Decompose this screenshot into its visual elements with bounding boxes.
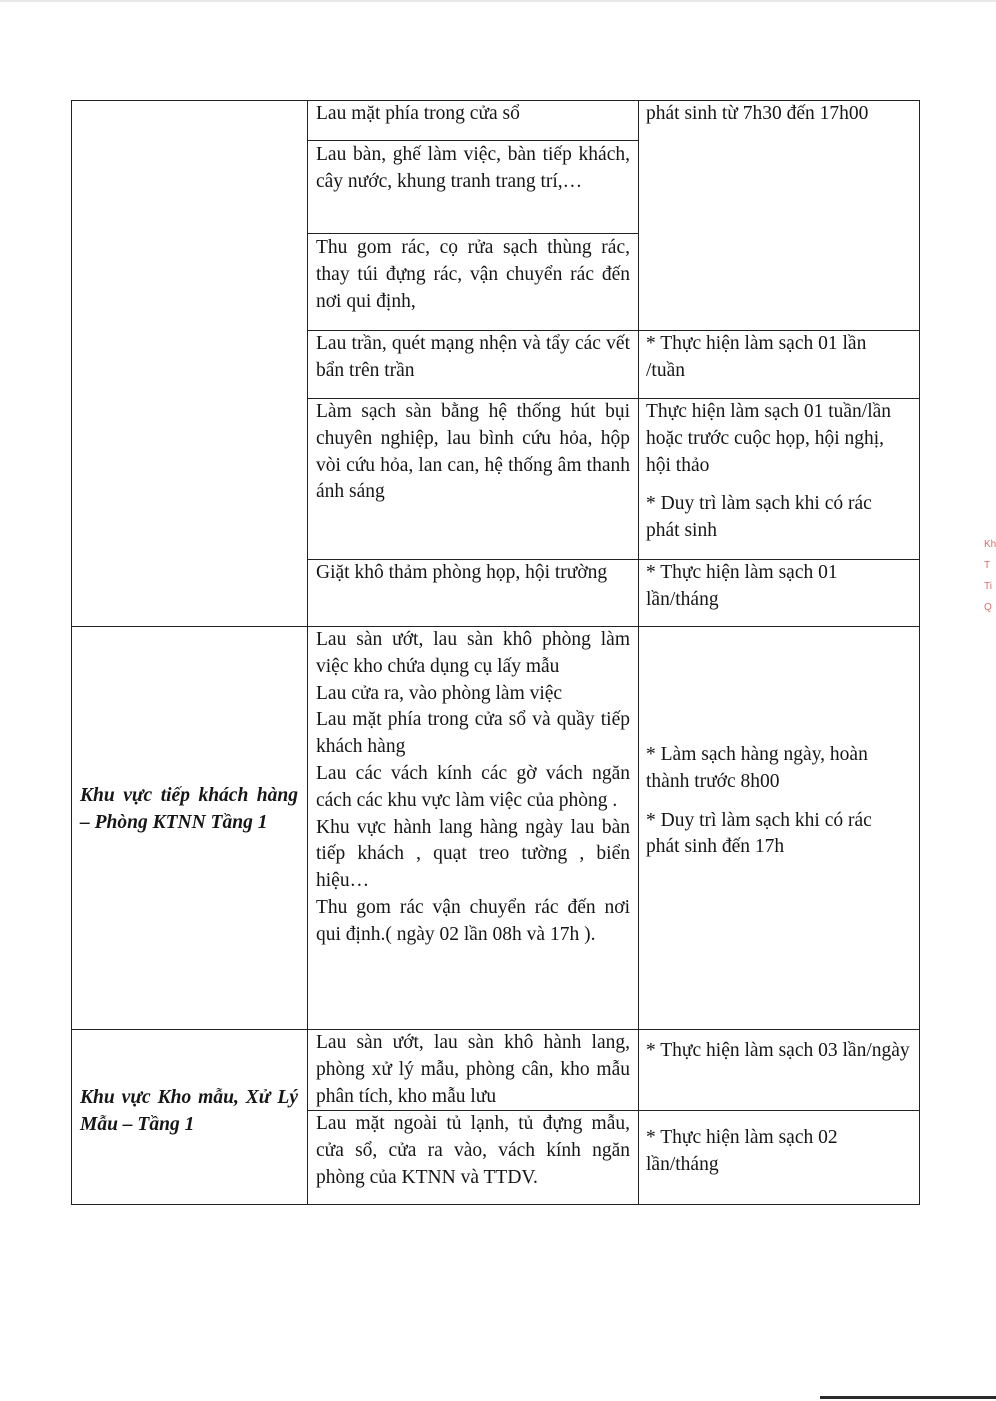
task-text: Thu gom rác vận chuyển rác đến nơi qui định.( ngày 02 lần 08h và 17h ). — [316, 896, 630, 945]
task-cell — [316, 560, 630, 587]
task-cell — [316, 142, 630, 196]
frequency-cell — [646, 560, 910, 614]
row-divider — [308, 233, 638, 234]
frequency-text: * Làm sạch hàng ngày, hoàn thành trước 8h00 — [646, 744, 868, 792]
stamp-text: Kh — [984, 539, 996, 550]
task-text: Thu gom rác, cọ rửa sạch thùng rác, thay túi đựng rác, vận chuyển rác đến nơi qui định, — [316, 237, 630, 312]
scan-edge-top — [0, 0, 996, 2]
stamp-text: Ti — [984, 581, 992, 592]
area-text: Khu vực Kho mẫu, Xử Lý Mẫu – Tầng 1 — [80, 1087, 298, 1135]
task-text: Lau trần, quét mạng nhện và tẩy các vết bẩn trên trần — [316, 333, 630, 381]
frequency-text: Thực hiện làm sạch 01 tuần/lần hoặc trước cuộc họp, hội nghị, hội thảo — [646, 401, 892, 476]
task-text: Lau mặt ngoài tủ lạnh, tủ đựng mẫu, cửa sổ, cửa ra vào, vách kính ngăn phòng của KTNN và TTDV. — [316, 1113, 630, 1188]
frequency-cell — [646, 1038, 910, 1065]
frequency-cell — [646, 742, 910, 861]
task-text: Lau bàn, ghế làm việc, bàn tiếp khách, cây nước, khung tranh trang trí,… — [316, 144, 630, 192]
task-cell — [316, 331, 630, 385]
task-text: Giặt khô thảm phòng họp, hội trường — [316, 562, 608, 583]
stamp-text: Q — [984, 602, 992, 613]
stamp-text: T — [984, 560, 991, 571]
frequency-text: * Duy trì làm sạch khi có rác phát sinh — [646, 493, 872, 542]
task-text: Khu vực hành lang hàng ngày lau bàn tiếp khách , quạt treo tường , biển hiệu… — [316, 816, 630, 892]
frequency-text: phát sinh từ 7h30 đến 17h00 — [646, 103, 869, 124]
stamp-fragment — [984, 534, 996, 618]
area-text: Khu vực tiếp khách hàng – Phòng KTNN Tầng 1 — [80, 785, 298, 833]
column-divider — [638, 100, 639, 1205]
task-text: Lau mặt phía trong cửa sổ — [316, 103, 520, 124]
frequency-cell — [646, 101, 910, 128]
frequency-cell — [646, 1125, 910, 1179]
frequency-cell — [646, 331, 910, 385]
frequency-text: * Duy trì làm sạch khi có rác phát sinh đến 17h — [646, 809, 872, 858]
task-cell — [316, 235, 630, 315]
frequency-text: * Thực hiện làm sạch 01 lần/tháng — [646, 562, 838, 610]
column-divider — [307, 100, 308, 1205]
task-text: Lau các vách kính các gờ vách ngăn cách các khu vực làm việc của phòng . — [316, 762, 630, 811]
frequency-text: * Thực hiện làm sạch 02 lần/tháng — [646, 1127, 838, 1175]
task-cell — [316, 399, 630, 506]
task-text: Lau sàn ướt, lau sàn khô phòng làm việc kho chứa dụng cụ lấy mẫu — [316, 629, 630, 677]
frequency-text: * Thực hiện làm sạch 01 lần /tuần — [646, 333, 867, 381]
task-text: Làm sạch sàn bằng hệ thống hút bụi chuyên nghiệp, lau bình cứu hỏa, hộp vòi cứu hỏa, lan can, hệ thống âm thanh ánh sáng — [316, 401, 630, 503]
area-label — [80, 1084, 298, 1138]
task-text: Lau cửa ra, vào phòng làm việc — [316, 682, 563, 704]
frequency-cell — [646, 399, 910, 545]
area-label — [80, 782, 298, 836]
task-cell — [316, 101, 630, 128]
task-cell — [316, 627, 630, 949]
task-cell — [316, 1111, 630, 1191]
frequency-text: * Thực hiện làm sạch 03 lần/ngày — [646, 1040, 910, 1061]
task-text: Lau mặt phía trong cửa sổ và quầy tiếp khách hàng — [316, 709, 630, 758]
task-text: Lau sàn ướt, lau sàn khô hành lang, phòng xử lý mẫu, phòng cân, kho mẫu phân tích, kho mẫu lưu — [316, 1032, 630, 1107]
task-cell — [316, 1030, 630, 1110]
scan-edge-bottom — [820, 1396, 996, 1399]
row-divider — [308, 140, 638, 141]
